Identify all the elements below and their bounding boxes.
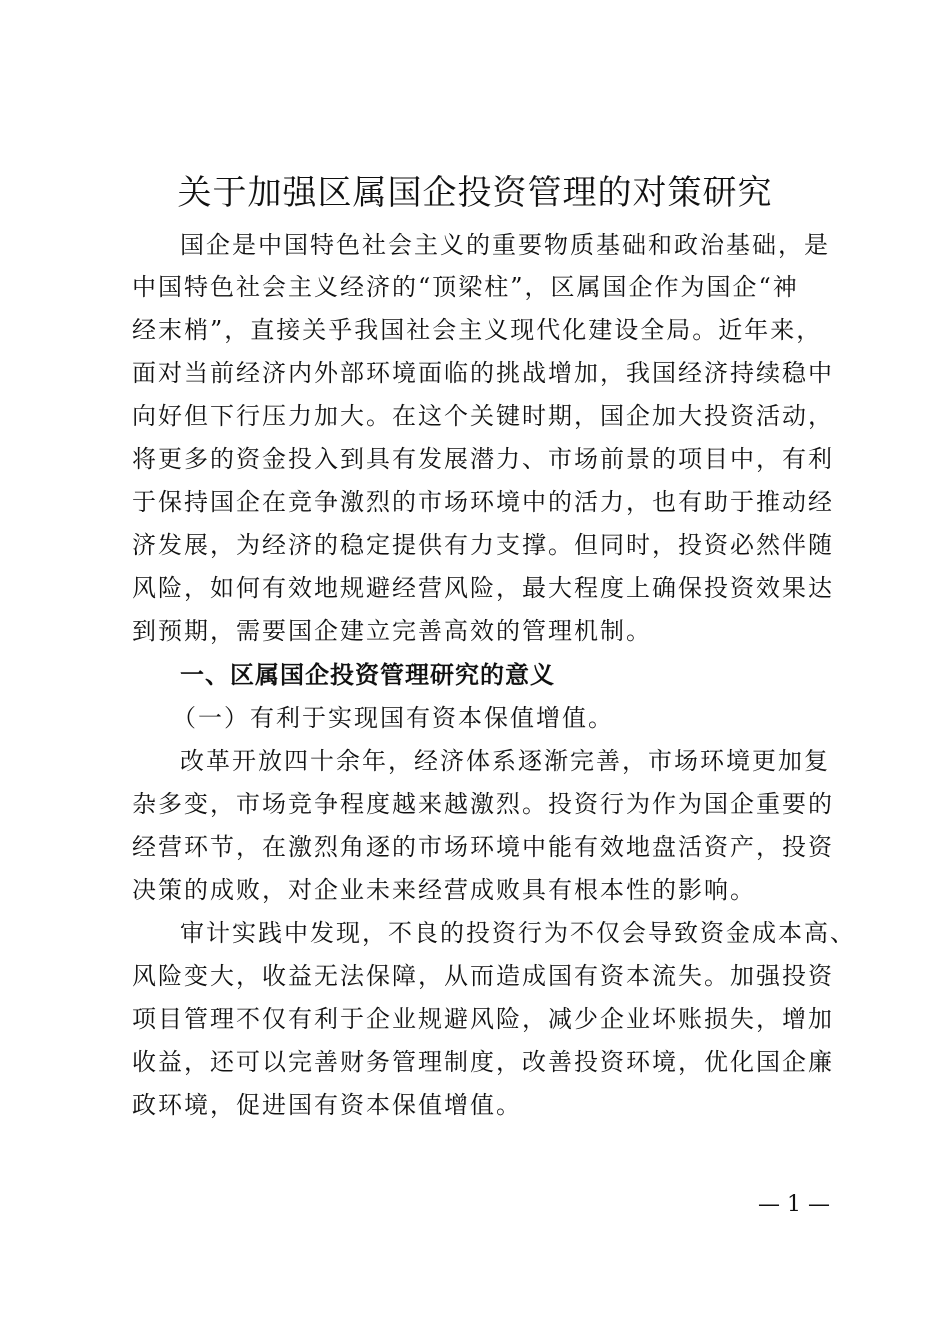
section-heading: 一、区属国企投资管理研究的意义	[180, 661, 555, 689]
intro-line: 于保持国企在竞争激烈的市场环境中的活力，也有助于推动经	[132, 488, 834, 516]
subsection-heading: （一）有利于实现国有资本保值增值。	[172, 704, 614, 732]
intro-line: 济发展，为经济的稳定提供有力支撑。但同时，投资必然伴随	[132, 531, 834, 559]
paragraph-line: 改革开放四十余年，经济体系逐渐完善，市场环境更加复	[180, 747, 830, 775]
intro-line: 国企是中国特色社会主义的重要物质基础和政治基础，是	[180, 231, 830, 259]
intro-line: 将更多的资金投入到具有发展潜力、市场前景的项目中，有利	[132, 445, 834, 473]
intro-line: 面对当前经济内外部环境面临的挑战增加，我国经济持续稳中	[132, 359, 834, 387]
paragraph-line: 政环境，促进国有资本保值增值。	[132, 1091, 522, 1119]
paragraph-line: 杂多变，市场竞争程度越来越激烈。投资行为作为国企重要的	[132, 790, 834, 818]
paragraph-line: 审计实践中发现，不良的投资行为不仅会导致资金成本高、	[180, 919, 856, 947]
document-title: 关于加强区属国企投资管理的对策研究	[177, 173, 773, 213]
intro-line: 风险，如何有效地规避经营风险，最大程度上确保投资效果达	[132, 574, 834, 602]
page-number: — 1 —	[758, 1192, 830, 1217]
paragraph-line: 经营环节，在激烈角逐的市场环境中能有效地盘活资产，投资	[132, 833, 834, 861]
intro-line: 经末梢”，直接关乎我国社会主义现代化建设全局。近年来，	[132, 316, 823, 344]
paragraph-line: 决策的成败，对企业未来经营成败具有根本性的影响。	[132, 876, 756, 904]
paragraph-line: 风险变大，收益无法保障，从而造成国有资本流失。加强投资	[132, 962, 834, 990]
paragraph-line: 收益，还可以完善财务管理制度，改善投资环境，优化国企廉	[132, 1048, 834, 1076]
intro-line: 到预期，需要国企建立完善高效的管理机制。	[132, 617, 652, 645]
paragraph-line: 项目管理不仅有利于企业规避风险，减少企业坏账损失，增加	[132, 1005, 834, 1033]
intro-line: 中国特色社会主义经济的“顶梁柱”，区属国企作为国企“神	[132, 273, 799, 301]
intro-line: 向好但下行压力加大。在这个关键时期，国企加大投资活动，	[132, 402, 834, 430]
